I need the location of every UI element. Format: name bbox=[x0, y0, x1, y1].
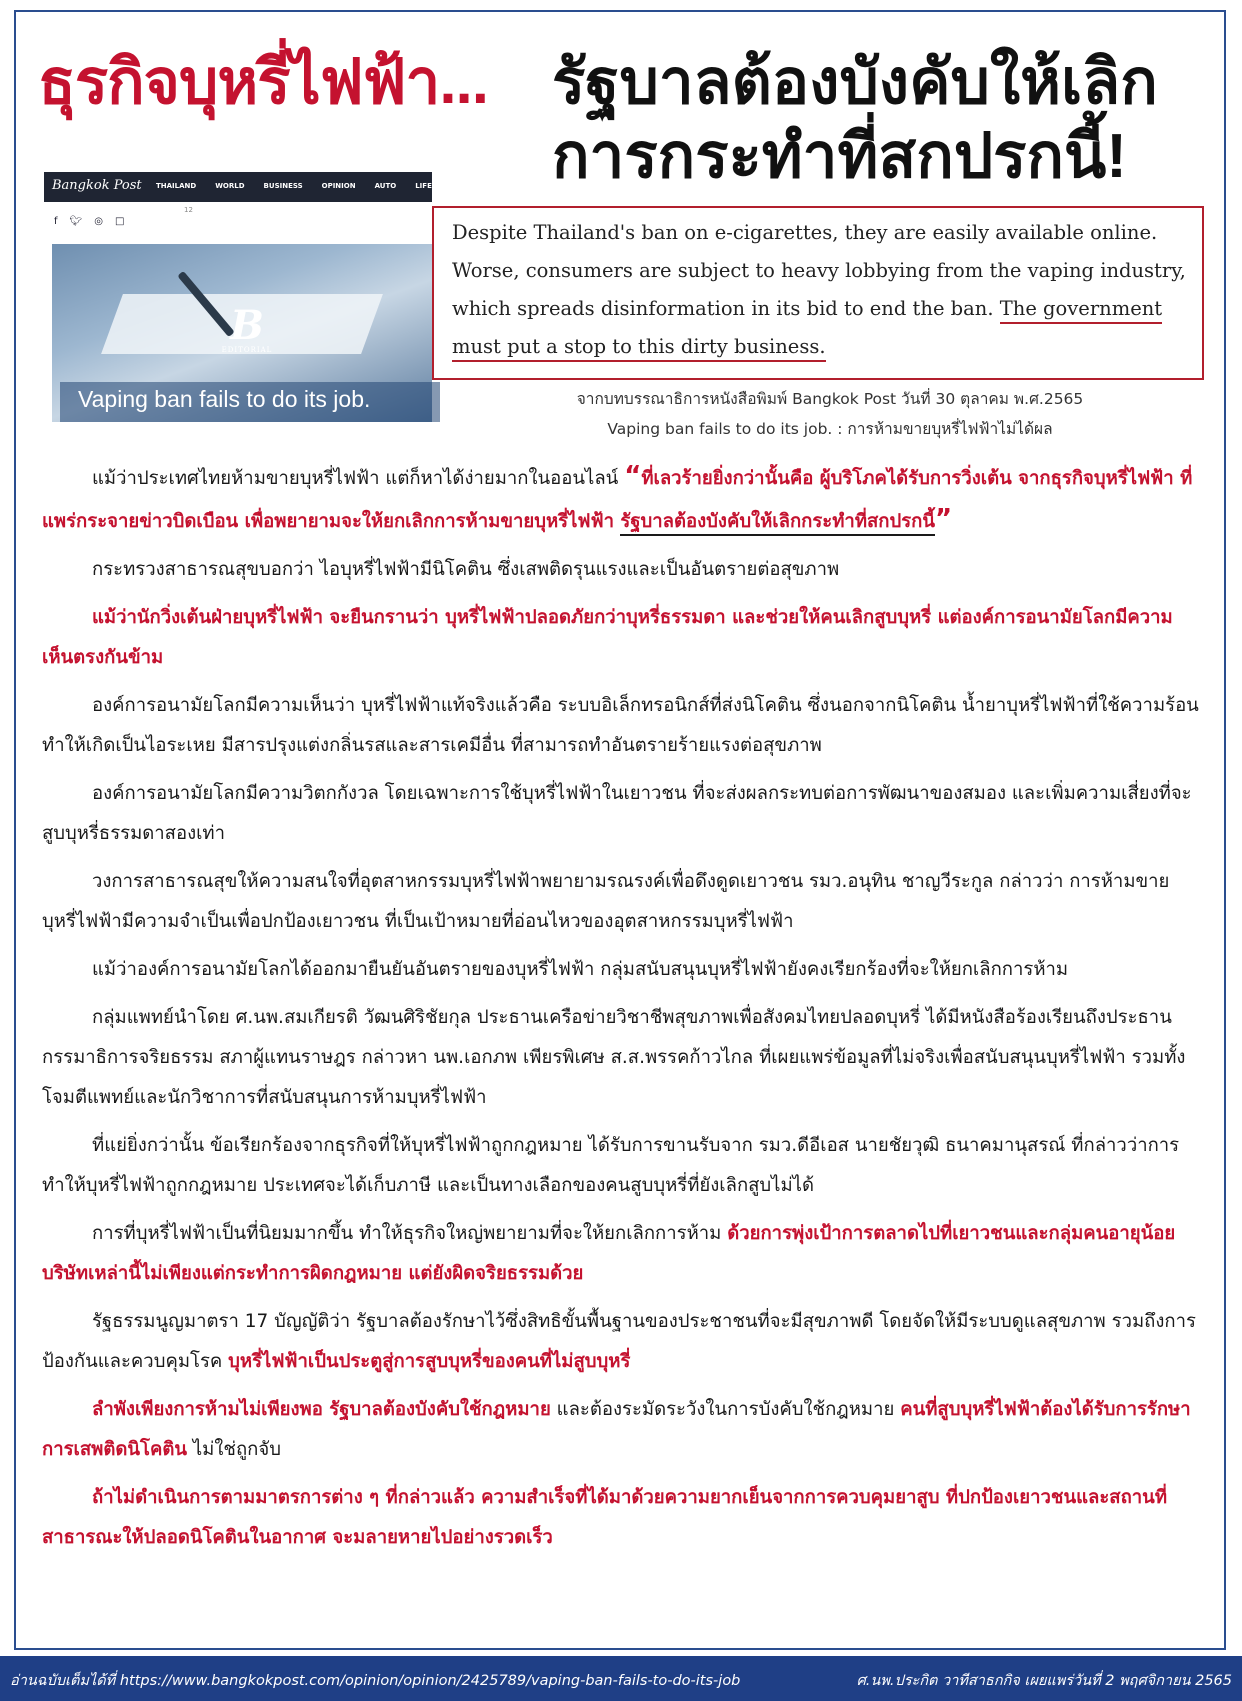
footer-link[interactable]: อ่านฉบับเต็มได้ที่ https://www.bangkokpost.com/opinion/opinion/2425789/vaping-ban-fails-to-do-its-job bbox=[10, 1673, 741, 1689]
nav-item: LIFE bbox=[415, 182, 432, 190]
highlight-text: แม้ว่านักวิ่งเต้นฝ่ายบุหรี่ไฟฟ้า จะยืนกรานว่า บุหรี่ไฟฟ้าปลอดภัยกว่าบุหรี่ธรรมดา และช่วยให้คนเลิกสูบบุหรี่ แต่องค์การอนามัยโลกมีความเห็นตรงกันข้าม bbox=[42, 607, 1173, 668]
editorial-letter: B bbox=[230, 302, 264, 349]
text-run: วงการสาธารณสุขให้ความสนใจที่อุตสาหกรรมบุหรี่ไฟฟ้าพยายามรณรงค์เพื่อดึงดูดเยาวชน รมว.อนุทิน ชาญวีระกูล กล่าวว่า การห้ามขายบุหรี่ไฟฟ้ามีความจำเป็นเพื่อปกป้องเยาวชน ที่เป็นเป้าหมายที่อ่อนไหวของอุตสาหกรรมบุหรี่ไฟฟ้า bbox=[42, 871, 1170, 932]
footer-credit: ศ.นพ.ประกิต วาทีสาธกกิจ เผยแพร่วันที่ 2 พฤศจิกายน 2565 bbox=[856, 1673, 1232, 1689]
highlight-text: คนที่สูบบุหรี่ไฟฟ้าต้องได้รับการรักษาการเสพติดนิโคติน bbox=[42, 1399, 1191, 1460]
newspaper-logo: Bangkok Post bbox=[52, 178, 142, 193]
footer-bar bbox=[0, 1656, 1242, 1701]
paragraph bbox=[42, 550, 1202, 590]
english-quote-box bbox=[432, 206, 1204, 380]
share-bar bbox=[54, 216, 124, 227]
photo-caption: Vaping ban fails to do its job. bbox=[78, 386, 371, 412]
paragraph bbox=[42, 1478, 1202, 1558]
quote-text bbox=[452, 214, 1192, 366]
headline-left: ธุรกิจบุหรี่ไฟฟ้า... bbox=[38, 48, 489, 117]
comment-icon: □ bbox=[114, 216, 125, 227]
paragraph bbox=[42, 1390, 1202, 1470]
nav-item: WORLD bbox=[215, 182, 245, 190]
text-run: แม้ว่าประเทศไทยห้ามขายบุหรี่ไฟฟ้า แต่ก็หาได้ง่ายมากในออนไลน์ bbox=[92, 468, 625, 489]
quote-underlined: The government bbox=[1000, 297, 1162, 324]
headline-right bbox=[552, 46, 1192, 194]
quote-line bbox=[452, 328, 1192, 366]
paragraph bbox=[42, 456, 1202, 542]
nav-item: THAILAND bbox=[156, 182, 197, 190]
open-quote: “ bbox=[624, 461, 642, 491]
line-icon: ◎ bbox=[94, 216, 103, 227]
paragraph bbox=[42, 598, 1202, 678]
twitter-icon: 🐦︎ bbox=[69, 216, 83, 227]
source-line: Vaping ban fails to do its job. : การห้ามขายบุหรี่ไฟฟ้าไม่ได้ผล bbox=[607, 420, 1053, 438]
text-run: รัฐธรรมนูญมาตรา 17 บัญญัติว่า รัฐบาลต้องรักษาไว้ซึ่งสิทธิขั้นพื้นฐานของประชาชนที่จะมีสุขภาพดี โดยจัดให้มีระบบดูแลสุขภาพ รวมถึงการป้องกันและควบคุมโรค bbox=[42, 1311, 1196, 1372]
photo-caption-band bbox=[60, 382, 440, 422]
paragraph bbox=[42, 1214, 1202, 1294]
share-count: 12 bbox=[184, 206, 193, 214]
editorial-label: EDITORIAL bbox=[221, 346, 273, 354]
quote-line: Worse, consumers are subject to heavy lobbying from the vaping industry, bbox=[452, 259, 1186, 282]
paragraph bbox=[42, 686, 1202, 766]
editorial-logo bbox=[217, 302, 277, 354]
highlight-text: ถ้าไม่ดำเนินการตามมาตรการต่าง ๆ ที่กล่าวแล้ว ความสำเร็จที่ได้มาด้วยความยากเย็นจากการควบคุมยาสูบ ที่ปกป้องเยาวชนและสถานที่สาธารณะให้ปลอดนิโคตินในอากาศ จะมลายหายไปอย่างรวดเร็ว bbox=[42, 1487, 1168, 1548]
nav-item: LEA bbox=[450, 182, 466, 190]
paragraph bbox=[42, 774, 1202, 854]
article-body bbox=[42, 456, 1202, 1566]
nav-item: BUSINESS bbox=[263, 182, 303, 190]
text-run: กลุ่มแพทย์นำโดย ศ.นพ.สมเกียรติ วัฒนศิริชัยกุล ประธานเครือข่ายวิชาชีพสุขภาพเพื่อสังคมไทยปลอดบุหรี่ ได้มีหนังสือร้องเรียนถึงประธานกรรมาธิการจริยธรรม สภาผู้แทนราษฎร กล่าวหา นพ.เอกภพ เพียรพิเศษ ส.ส.พรรคก้าวไกล ที่เผยแพร่ข้อมูลที่ไม่จริงเพื่อสนับสนุนบุหรี่ไฟฟ้า รวมทั้งโจมตีแพทย์และนักวิชาการที่สนับสนุนการห้ามบุหรี่ไฟฟ้า bbox=[42, 1007, 1186, 1108]
newspaper-nav bbox=[156, 182, 466, 190]
text-run: ที่แย่ยิ่งกว่านั้น ข้อเรียกร้องจากธุรกิจที่ให้บุหรี่ไฟฟ้าถูกกฎหมาย ได้รับการขานรับจาก รมว.ดีอีเอส นายชัยวุฒิ ธนาคมานุสรณ์ ที่กล่าวว่าการทำให้บุหรี่ไฟฟ้าถูกกฎหมาย ประเทศจะได้เก็บภาษี และเป็นทางเลือกของคนสูบบุหรี่ที่ยังเลิกสูบไม่ได้ bbox=[42, 1135, 1180, 1196]
paragraph bbox=[42, 998, 1202, 1118]
paragraph bbox=[42, 862, 1202, 942]
paragraph bbox=[42, 950, 1202, 990]
text-run: กระทรวงสาธารณสุขบอกว่า ไอบุหรี่ไฟฟ้ามีนิโคติน ซึ่งเสพติดรุนแรงและเป็นอันตรายต่อสุขภาพ bbox=[92, 559, 840, 580]
highlight-text: ลำพังเพียงการห้ามไม่เพียงพอ รัฐบาลต้องบังคับใช้กฎหมาย bbox=[92, 1399, 551, 1420]
nav-item: OPINION bbox=[321, 182, 356, 190]
text-run: การที่บุหรี่ไฟฟ้าเป็นที่นิยมมากขึ้น ทำให้ธุรกิจใหญ่พยายามที่จะให้ยกเลิกการห้าม bbox=[92, 1223, 728, 1244]
newspaper-header bbox=[44, 172, 466, 202]
quote-line-part: which spreads disinformation in its bid to end the ban. bbox=[452, 297, 1000, 320]
highlight-text: ด้วยการพุ่งเป้าการตลาดไปที่เยาวชนและกลุ่มคนอายุน้อย บริษัทเหล่านี้ไม่เพียงแต่กระทำการผิดกฎหมาย แต่ยังผิดจริยธรรมด้วย bbox=[42, 1223, 1176, 1284]
paragraph bbox=[42, 1126, 1202, 1206]
text-run: องค์การอนามัยโลกมีความเห็นว่า บุหรี่ไฟฟ้าแท้จริงแล้วคือ ระบบอิเล็กทรอนิกส์ที่ส่งนิโคติน ซึ่งนอกจากนิโคติน น้ำยาบุหรี่ไฟฟ้าที่ใช้ความร้อนทำให้เกิดเป็นไอระเหย มีสารปรุงแต่งกลิ่นรสและสารเคมีอื่น ที่สามารถทำอันตรายร้ายแรงต่อสุขภาพ bbox=[42, 695, 1199, 756]
facebook-icon: f bbox=[54, 216, 58, 227]
quote-underlined: must put a stop to this dirty business. bbox=[452, 335, 826, 362]
close-quote: ” bbox=[935, 504, 953, 534]
highlight-underlined: รัฐบาลต้องบังคับให้เลิกกระทำที่สกปรกนี้ bbox=[620, 511, 935, 536]
headline-right-line2: การกระทำที่สกปรกนี้! bbox=[552, 122, 1127, 191]
paragraph bbox=[42, 1302, 1202, 1382]
highlight-text: บุหรี่ไฟฟ้าเป็นประตูสู่การสูบบุหรี่ของคนที่ไม่สูบบุหรี่ bbox=[228, 1351, 631, 1372]
source-note bbox=[490, 384, 1170, 444]
source-line: จากบทบรรณาธิการหนังสือพิมพ์ Bangkok Post วันที่ 30 ตุลาคม พ.ศ.2565 bbox=[576, 390, 1084, 408]
text-run: ไม่ใช่ถูกจับ bbox=[186, 1439, 281, 1460]
nav-item: AUTO bbox=[374, 182, 397, 190]
text-run: และต้องระมัดระวังในการบังคับใช้กฎหมาย bbox=[550, 1399, 901, 1420]
newspaper-screenshot bbox=[44, 172, 466, 422]
text-run: องค์การอนามัยโลกมีความวิตกกังวล โดยเฉพาะการใช้บุหรี่ไฟฟ้าในเยาวชน ที่จะส่งผลกระทบต่อการพัฒนาของสมอง และเพิ่มความเสี่ยงที่จะสูบบุหรี่ธรรมดาสองเท่า bbox=[42, 783, 1192, 844]
editorial-photo bbox=[52, 244, 432, 422]
quote-line: Despite Thailand's ban on e-cigarettes, they are easily available online. bbox=[452, 221, 1158, 244]
text-run: แม้ว่าองค์การอนามัยโลกได้ออกมายืนยันอันตรายของบุหรี่ไฟฟ้า กลุ่มสนับสนุนบุหรี่ไฟฟ้ายังคงเรียกร้องที่จะให้ยกเลิกการห้าม bbox=[92, 959, 1069, 980]
highlight-text: ที่เลวร้ายยิ่งกว่านั้นคือ ผู้บริโภคได้รับการวิ่งเต้น จากธุรกิจบุหรี่ไฟฟ้า ที่แพร่กระจายข่าวบิดเบือน เพื่อพยายามจะให้ยกเลิกการห้ามขายบุหรี่ไฟฟ้า bbox=[42, 468, 1193, 532]
headline-right-line1: รัฐบาลต้องบังคับให้เลิก bbox=[552, 48, 1158, 117]
quote-line bbox=[452, 290, 1192, 328]
